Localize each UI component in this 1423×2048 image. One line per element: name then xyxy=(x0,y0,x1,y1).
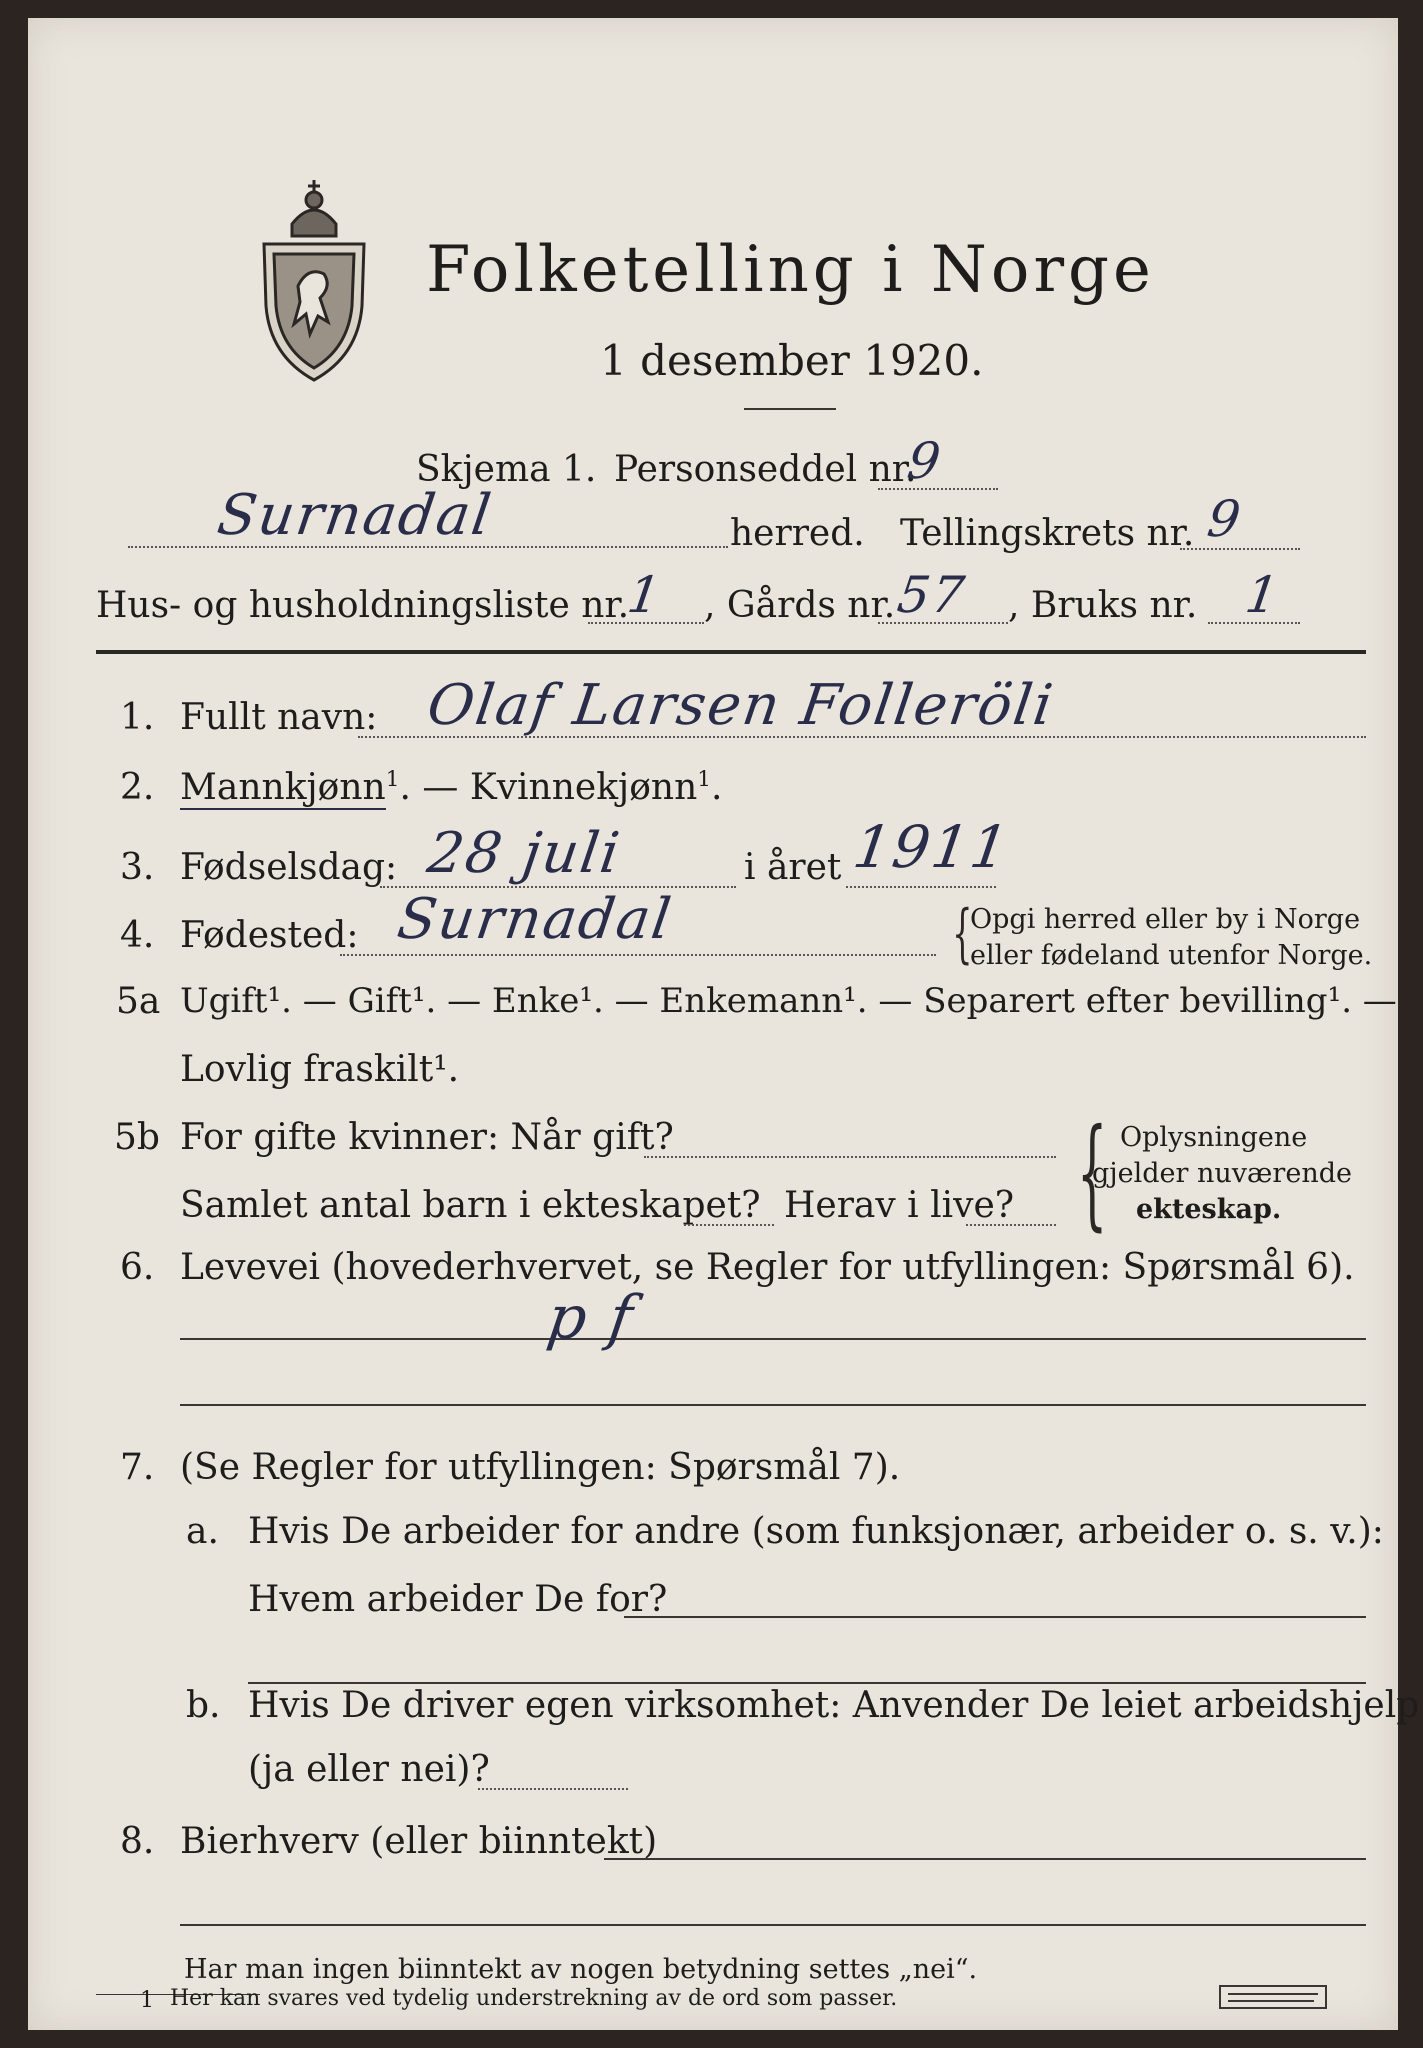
q5b-note-line2: gjelder nuværende xyxy=(1092,1158,1352,1189)
norway-coat-of-arms-icon xyxy=(258,166,370,386)
q4-number: 4. xyxy=(120,915,155,956)
q2-footnote-mark-2: 1 xyxy=(697,767,712,792)
q3-year-line xyxy=(846,886,996,888)
q6-label: Levevei (hovederhvervet, se Regler for utfyllingen: Spørsmål 6). xyxy=(180,1247,1355,1288)
q5b-number: 5b xyxy=(114,1117,160,1158)
footer-note: Har man ingen biinntekt av nogen betydning settes „nei“. xyxy=(184,1954,978,1985)
q3-number: 3. xyxy=(120,847,155,888)
q7a-employer-line-2 xyxy=(248,1682,1366,1684)
q5b-note-line1: Oplysningene xyxy=(1120,1122,1308,1153)
schema-label: Skjema 1. xyxy=(416,449,597,490)
q7a-employer-label: Hvem arbeider De for? xyxy=(248,1579,668,1620)
title-divider xyxy=(744,408,836,410)
q8-line-2 xyxy=(180,1924,1366,1926)
q5b-married-line xyxy=(644,1156,1056,1158)
q7a-letter: a. xyxy=(186,1511,219,1552)
bruks-value: 1 xyxy=(1241,566,1284,624)
q7-number: 7. xyxy=(120,1447,155,1488)
printer-stamp-icon xyxy=(1218,1984,1328,2010)
gards-value: 57 xyxy=(893,566,970,624)
herred-value: Surnadal xyxy=(213,483,497,548)
q5b-children-total: Samlet antal barn i ekteskapet? xyxy=(180,1185,761,1226)
q5b-alive-line xyxy=(966,1224,1056,1226)
q2-footnote-mark: 1 xyxy=(385,767,400,792)
q4-label: Fødested: xyxy=(180,915,359,956)
q2-number: 2. xyxy=(120,767,155,808)
q6-occupation: p f xyxy=(543,1283,639,1353)
q4-birthplace: Surnadal xyxy=(393,887,677,952)
tellingskrets-value: 9 xyxy=(1203,490,1246,548)
q4-note-line2: eller fødeland utenfor Norge. xyxy=(970,940,1373,971)
q2-end: . xyxy=(711,767,723,808)
q3-birth-year: 1911 xyxy=(849,813,1015,881)
q4-note-line1: Opgi herred eller by i Norge xyxy=(970,904,1361,935)
q5b-children-line xyxy=(684,1224,774,1226)
q1-full-name: Olaf Larsen Folleröli xyxy=(423,673,1059,738)
q7-label: (Se Regler for utfyllingen: Spørsmål 7). xyxy=(180,1447,901,1488)
personseddel-line xyxy=(878,488,998,490)
q7b-yes-no-label: (ja eller nei)? xyxy=(248,1749,490,1790)
q2-separator: . — xyxy=(399,767,470,808)
q5b-married-when: For gifte kvinner: Når gift? xyxy=(180,1117,674,1158)
q1-label: Fullt navn: xyxy=(180,697,378,738)
q8-line xyxy=(604,1858,1366,1860)
q7b-letter: b. xyxy=(186,1685,221,1726)
q2-female-option: Kvinnekjønn xyxy=(469,767,698,808)
personseddel-value: 9 xyxy=(903,432,946,490)
q5a-marital-options: Ugift¹. — Gift¹. — Enke¹. — Enkemann¹. — Separert efter bevilling¹. — xyxy=(180,981,1397,1021)
q3-birthday: 28 juli xyxy=(423,821,625,886)
q4-note-brace: { xyxy=(952,897,973,971)
q6-number: 6. xyxy=(120,1247,155,1288)
q4-line xyxy=(340,954,936,956)
q5a-number: 5a xyxy=(116,981,161,1022)
footnote-mark: 1 xyxy=(140,1988,154,2013)
form-title: Folketelling i Norge xyxy=(426,233,1155,307)
census-date: 1 desember 1920. xyxy=(600,336,984,385)
q5b-note-brace: { xyxy=(1076,1104,1108,1243)
footnote-text: Her kan svares ved tydelig understrekning av de ord som passer. xyxy=(170,1986,898,2011)
q1-number: 1. xyxy=(120,697,155,738)
header-divider xyxy=(96,650,1366,654)
q5b-children-alive: Herav i live? xyxy=(784,1185,1015,1226)
bruks-label: , Bruks nr. xyxy=(1008,585,1198,626)
q7b-question: Hvis De driver egen virksomhet: Anvender De leiet arbeidshjelp xyxy=(248,1685,1420,1726)
personseddel-label: Personseddel nr. xyxy=(614,449,917,490)
q7a-question: Hvis De arbeider for andre (som funksjonær, arbeider o. s. v.): xyxy=(248,1511,1384,1552)
q6-line-2 xyxy=(180,1404,1366,1406)
gards-label: , Gårds nr. xyxy=(704,585,896,626)
herred-label: herred. xyxy=(730,513,865,554)
q8-number: 8. xyxy=(120,1821,155,1862)
q2-gender-options xyxy=(180,767,723,808)
q2-male-option: Mannkjønn xyxy=(180,767,386,808)
q6-line xyxy=(180,1338,1366,1340)
q3-label: Fødselsdag: xyxy=(180,847,398,888)
tellingskrets-line xyxy=(1180,548,1300,550)
q7a-employer-line xyxy=(624,1616,1366,1618)
q5a-marital-options-2: Lovlig fraskilt¹. xyxy=(180,1049,460,1090)
census-form-sheet xyxy=(28,18,1420,2030)
tellingskrets-label: Tellingskrets nr. xyxy=(900,513,1195,554)
q8-label: Bierhverv (eller biinntekt) xyxy=(180,1821,658,1862)
household-list-label: Hus- og husholdningsliste nr. xyxy=(96,585,630,626)
q7b-yes-no-line xyxy=(478,1788,628,1790)
household-list-value: 1 xyxy=(623,566,666,624)
q5b-note-line3: ekteskap. xyxy=(1136,1194,1282,1225)
q3-year-label: i året xyxy=(744,847,842,888)
